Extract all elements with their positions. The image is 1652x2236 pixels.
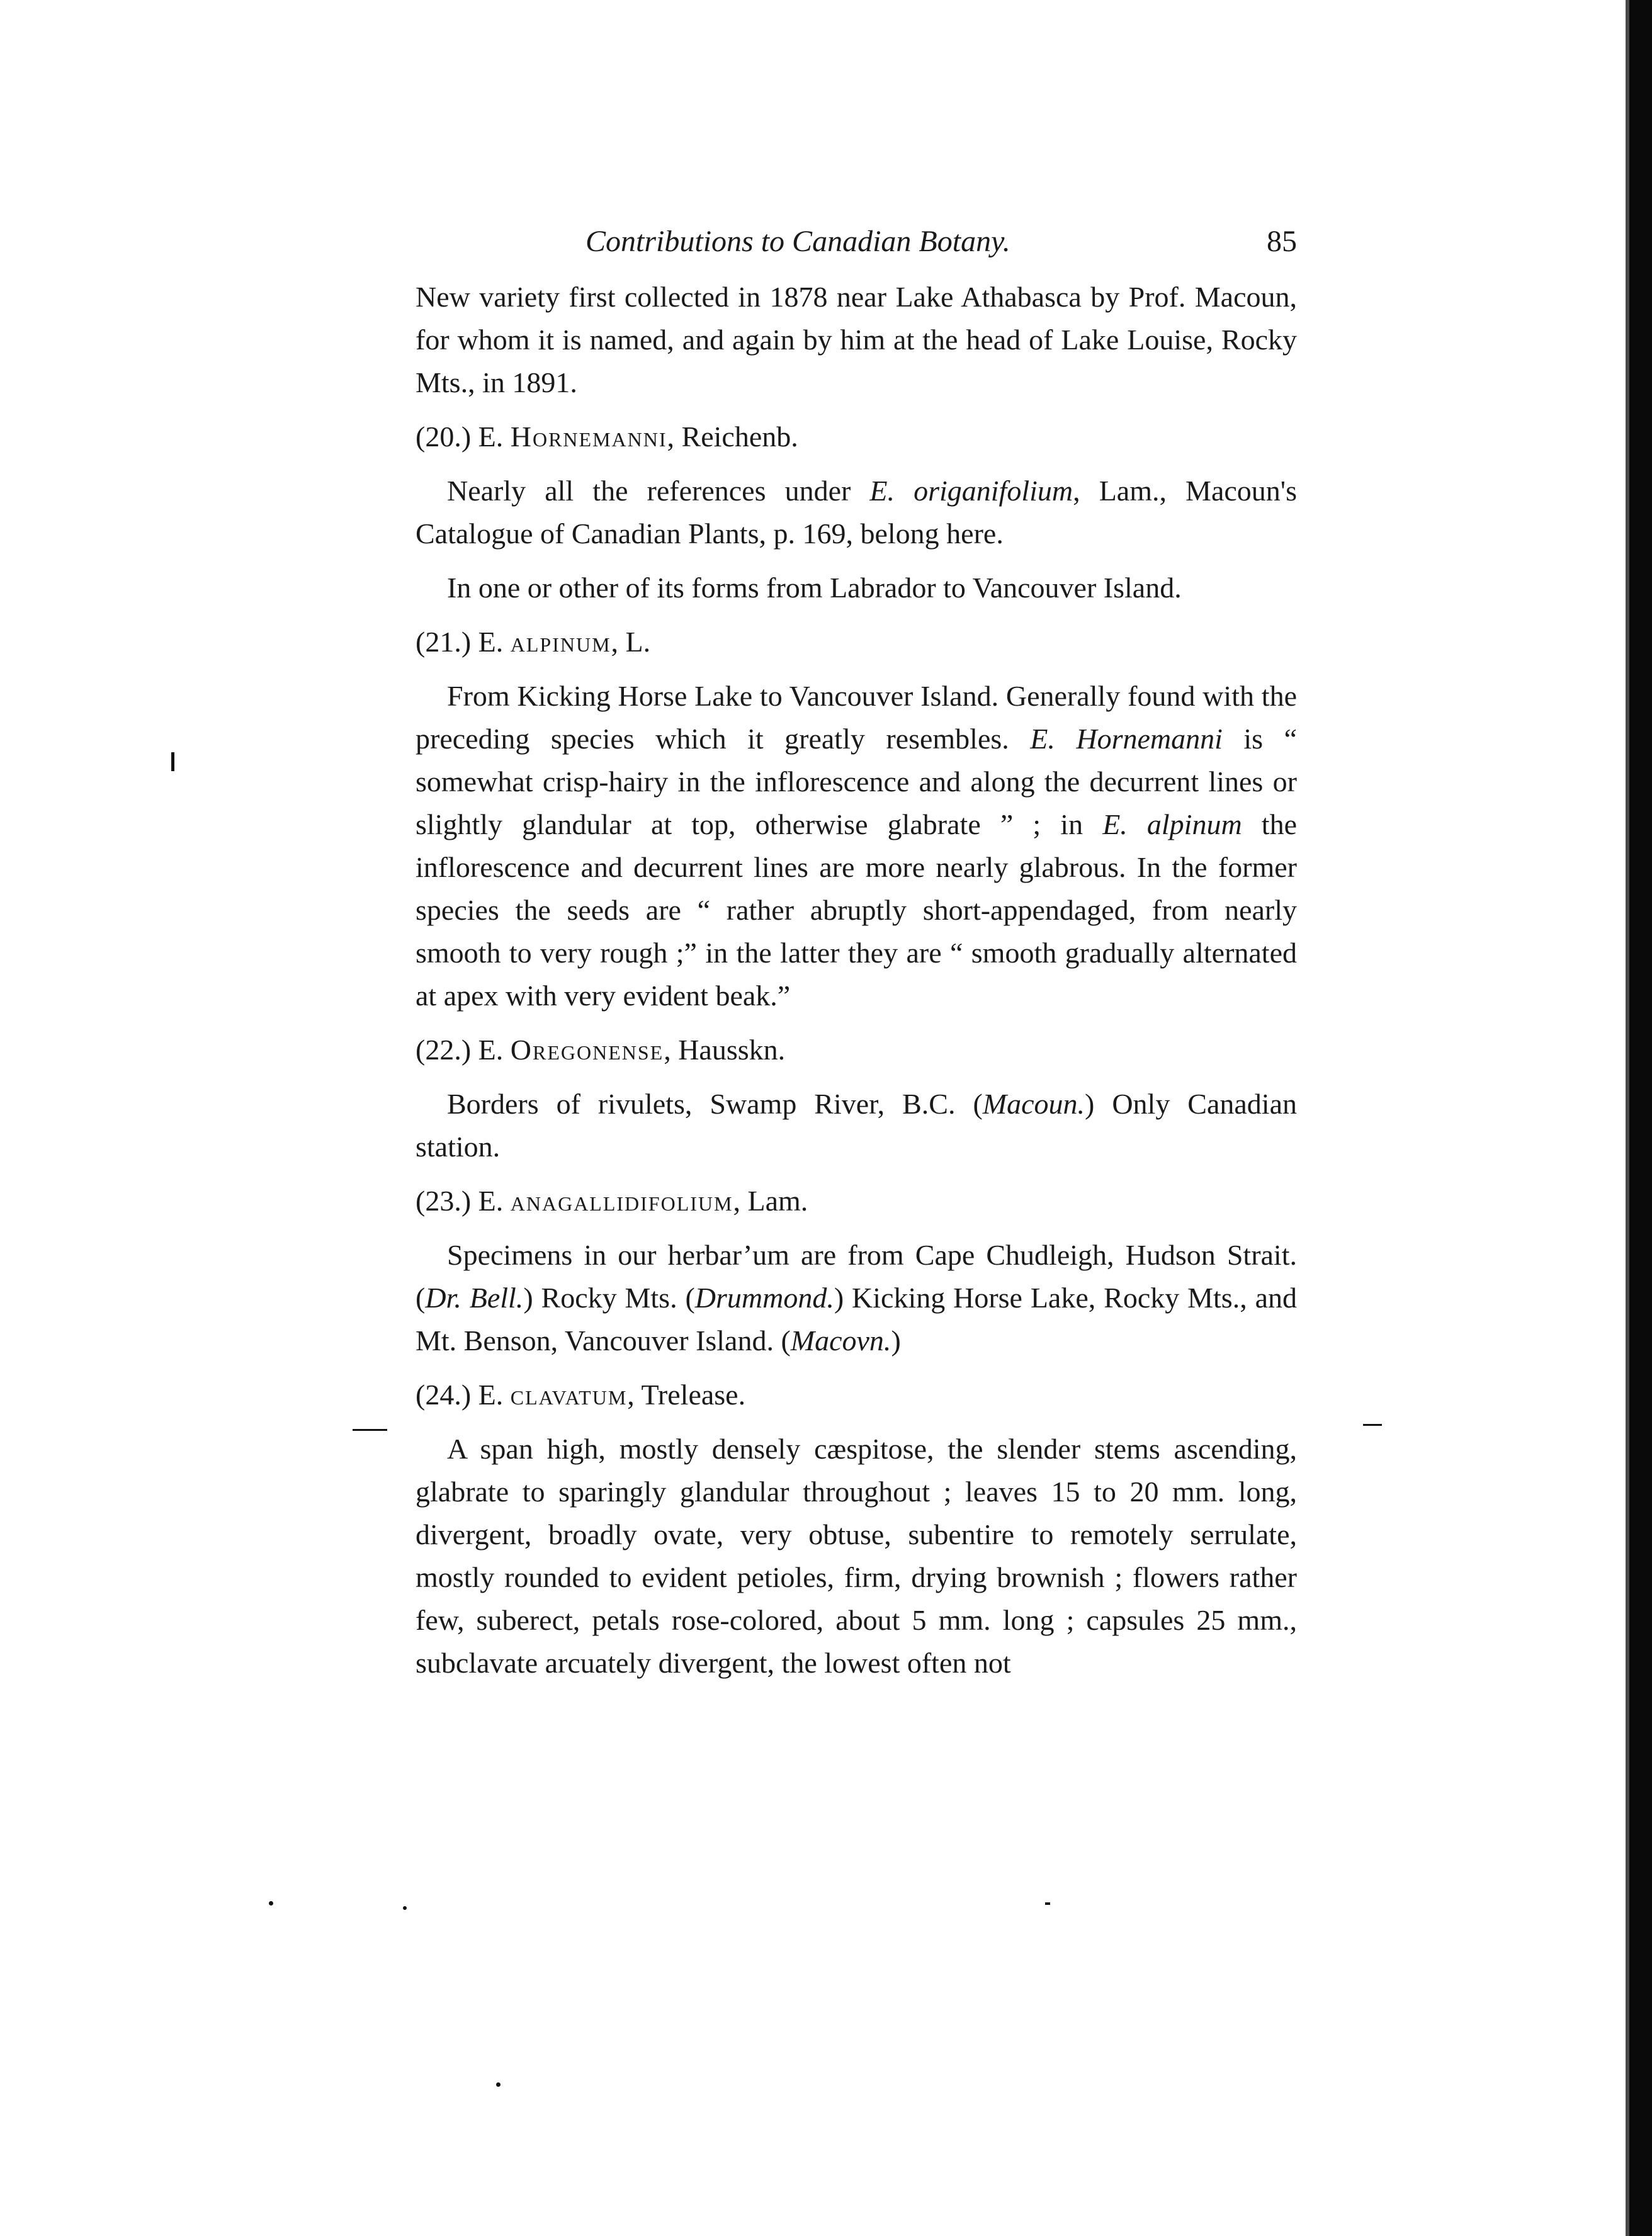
entry-genus: E. — [478, 1034, 504, 1066]
text-run: is “ somewhat crisp-hairy in the inflorescence and along the decurrent lines or slightly glandular at top, otherwise glabrate ” ; in — [416, 723, 1297, 840]
page-number: 85 — [1267, 225, 1297, 258]
entry-species: Oregonense — [510, 1034, 664, 1066]
italic-run: E. Hornemanni — [1030, 723, 1223, 755]
scan-speck — [1045, 1902, 1050, 1905]
entry-number: (22.) — [416, 1034, 472, 1066]
entry-number: (21.) — [416, 626, 472, 658]
text-run: Nearly all the references under — [447, 475, 870, 507]
scan-speck — [353, 1429, 387, 1431]
running-title: Contributions to Canadian Botany. — [586, 225, 1010, 258]
italic-run: E. origanifolium — [869, 475, 1073, 507]
species-entry-heading — [416, 1374, 1297, 1416]
paragraph — [416, 470, 1297, 555]
entry-author: , Lam. — [733, 1185, 808, 1217]
text-run: ) Rocky Mts. ( — [523, 1282, 695, 1314]
species-entry-heading — [416, 621, 1297, 663]
text-run: the inflorescence and decurrent lines are more nearly glabrous. In the former species the seeds are “ rather abruptly short-appendaged, from nearly smooth to very rough ;” in the latter they are “ smooth gradually alternated at apex with very evident beak.” — [416, 808, 1297, 1012]
entry-number: (24.) — [416, 1379, 472, 1411]
entry-author: , Reichenb. — [667, 421, 798, 453]
scan-speck — [496, 2082, 501, 2087]
scan-speck — [269, 1901, 273, 1906]
scan-speck — [171, 752, 174, 771]
entry-number: (23.) — [416, 1185, 472, 1217]
text-run: Borders of rivulets, Swamp River, B.C. ( — [447, 1088, 983, 1120]
species-entry-heading — [416, 415, 1297, 458]
species-entry-heading — [416, 1029, 1297, 1071]
paragraph: A span high, mostly densely cæspitose, the slender stems ascending, glabrate to sparingly glandular throughout ; leaves 15 to 20 mm. long, divergent, broadly ovate, very obtuse, subentire to remotely serrulate, mostly rounded to evident petioles, firm, drying brownish ; flowers rather few, suberect, petals rose-colored, about 5 mm. long ; capsules 25 mm., subclavate arcuately divergent, the lowest often not — [416, 1433, 1297, 1679]
entry-species: anagallidifolium — [510, 1185, 733, 1217]
paragraph: New variety first collected in 1878 near Lake Athabasca by Prof. Macoun, for whom it is named, and again by him at the head of Lake Louise, Rocky Mts., in 1891. — [416, 281, 1297, 398]
page-content — [416, 276, 1297, 1685]
entry-author: , L. — [611, 626, 651, 658]
text-run: ) — [891, 1324, 901, 1357]
entry-genus: E. — [478, 626, 504, 658]
entry-author: , Trelease. — [627, 1379, 746, 1411]
scan-spine — [1629, 0, 1652, 2236]
entry-genus: E. — [478, 1185, 504, 1217]
italic-run: Drummond. — [694, 1282, 834, 1314]
paragraph — [416, 1234, 1297, 1362]
entry-author: , Hausskn. — [664, 1034, 786, 1066]
text-run: Specimens in our herbar’um are from Cape Chudleigh, Hudson Strait. ( — [416, 1239, 1297, 1314]
page-text — [416, 220, 1297, 1696]
italic-run: Macovn. — [790, 1324, 891, 1357]
running-header — [586, 220, 1297, 263]
entry-species: alpinum — [510, 626, 611, 658]
italic-run: Dr. Bell. — [425, 1282, 524, 1314]
entry-species: clavatum — [510, 1379, 628, 1411]
text-run: ) Only Canadian station. — [416, 1088, 1297, 1163]
italic-run: E. alpinum — [1102, 808, 1242, 840]
species-entry-heading — [416, 1180, 1297, 1222]
text-run: , Lam., Macoun's Catalogue of Canadian Plants, p. 169, belong here. — [416, 475, 1297, 550]
entry-genus: E. — [478, 1379, 504, 1411]
entry-genus: E. — [478, 421, 504, 453]
scan-speck — [403, 1906, 407, 1910]
italic-run: Macoun. — [982, 1088, 1085, 1120]
entry-species: Hornemanni — [510, 421, 667, 453]
entry-number: (20.) — [416, 421, 472, 453]
paragraph — [416, 675, 1297, 1017]
text-run: From Kicking Horse Lake to Vancouver Island. Generally found with the preceding species which it greatly resembles. — [416, 680, 1297, 755]
paragraph — [416, 1083, 1297, 1168]
paragraph: In one or other of its forms from Labrador to Vancouver Island. — [447, 572, 1182, 604]
text-run: ) Kicking Horse Lake, Rocky Mts., and Mt. Benson, Vancouver Island. ( — [416, 1282, 1297, 1357]
scan-speck — [1363, 1424, 1382, 1426]
